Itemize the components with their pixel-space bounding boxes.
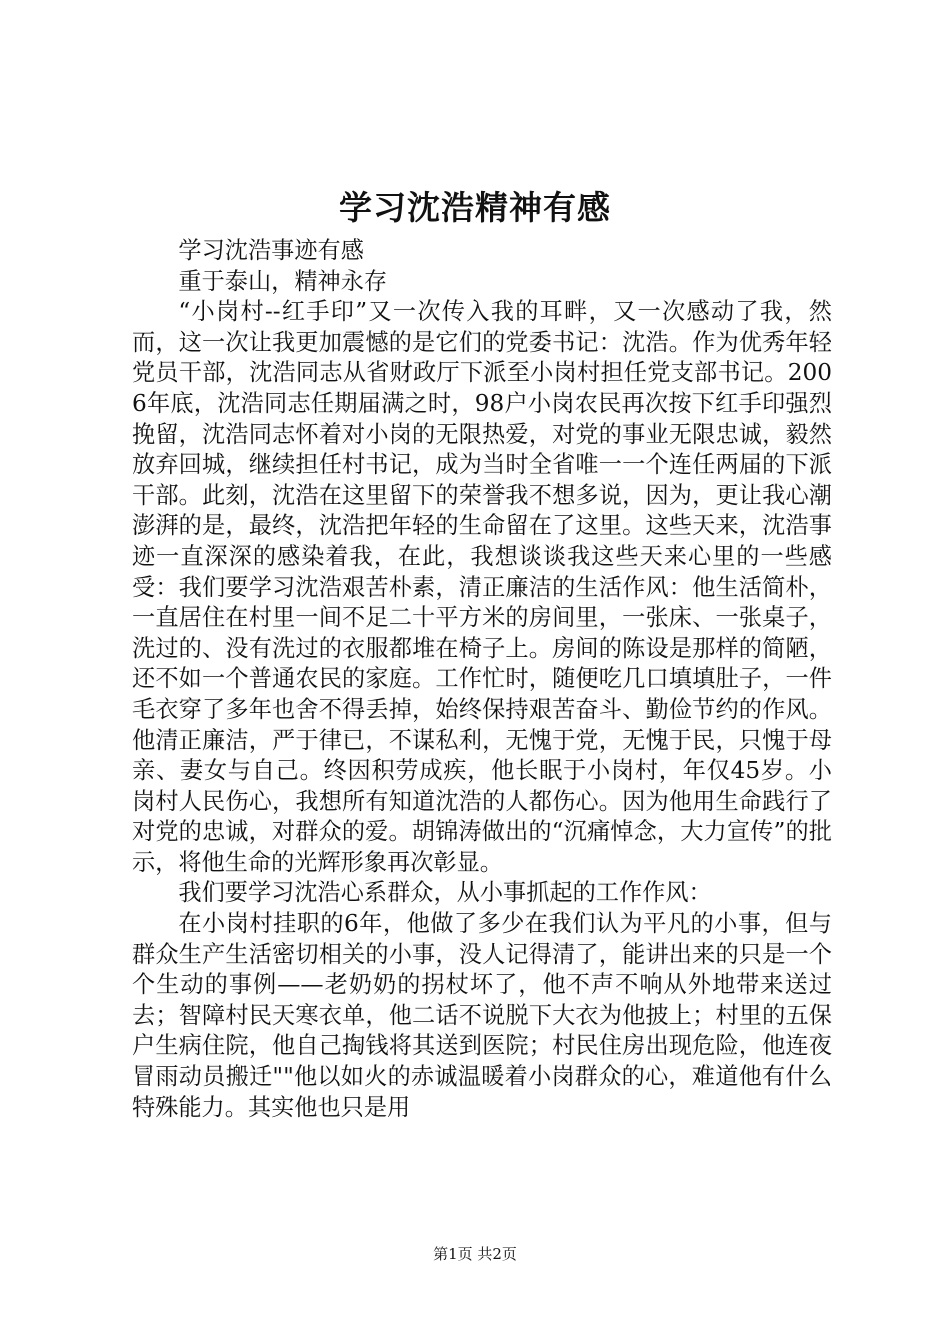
paragraph-subtitle: 学习沈浩事迹有感	[178, 237, 364, 264]
page-number-footer: 第1页 共2页	[433, 1245, 517, 1263]
paragraph-main: “小岗村--红手印”又一次传入我的耳畔，又一次感动了我，然而，这一次让我更加震憾的是它们的党委书记：沈浩。作为优秀年轻党员干部，沈浩同志从省财政厅下派至小岗村担任党支部书记。2006年底，沈浩同志任期届满之时，98户小岗农民再次按下红手印强烈挽留，沈浩同志怀着对小岗的无限热爱，对党的事业无限忠诚，毅然放弃回城，继续担任村书记，成为当时全省唯一一个连任两届的下派干部。此刻，沈浩在这里留下的荣誉我不想多说，因为，更让我心潮澎湃的是，最终，沈浩把年轻的生命留在了这里。这些天来，沈浩事迹一直深深的感染着我，在此，我想谈谈我这些天来心里的一些感受：我们要学习沈浩艰苦朴素，清正廉洁的生活作风：他生活简朴，一直居住在村里一间不足二十平方米的房间里，一张床、一张桌子，洗过的、没有洗过的衣服都堆在椅子上。房间的陈设是那样的简陋，还不如一个普通农民的家庭。工作忙时，随便吃几口填填肚子，一件毛衣穿了多年也舍不得丢掉，始终保持艰苦奋斗、勤俭节约的作风。他清正廉洁，严于律已，不谋私利，无愧于党，无愧于民，只愧于母亲、妻女与自己。终因积劳成疾，他长眠于小岗村，年仅45岁。小岗村人民伤心，我想所有知道沈浩的人都伤心。因为他用生命践行了对党的忠诚，对群众的爱。胡锦涛做出的“沉痛悼念，大力宣传”的批示，将他生命的光辉形象再次彰显。	[132, 298, 832, 876]
document-title: 学习沈浩精神有感	[339, 188, 611, 227]
paragraph-heading: 重于泰山，精神永存	[178, 267, 388, 295]
paragraph-section: 我们要学习沈浩心系群众，从小事抓起的工作作风：	[178, 879, 712, 907]
paragraph-examples: 在小岗村挂职的6年，他做了多少在我们认为平凡的小事，但与群众生产生活密切相关的小事，没人记得清了，能讲出来的只是一个个生动的事例——老奶奶的拐杖坏了，他不声不响从外地带来送过去；智障村民天寒衣单，他二话不说脱下大衣为他披上；村里的五保户生病住院，他自己掏钱将其送到医院；村民住房出现危险，他连夜冒雨动员搬迁""他以如火的赤诚温暖着小岗群众的心，难道他有什么特殊能力。其实他也只是用	[132, 910, 832, 1121]
document-body	[132, 236, 832, 1123]
